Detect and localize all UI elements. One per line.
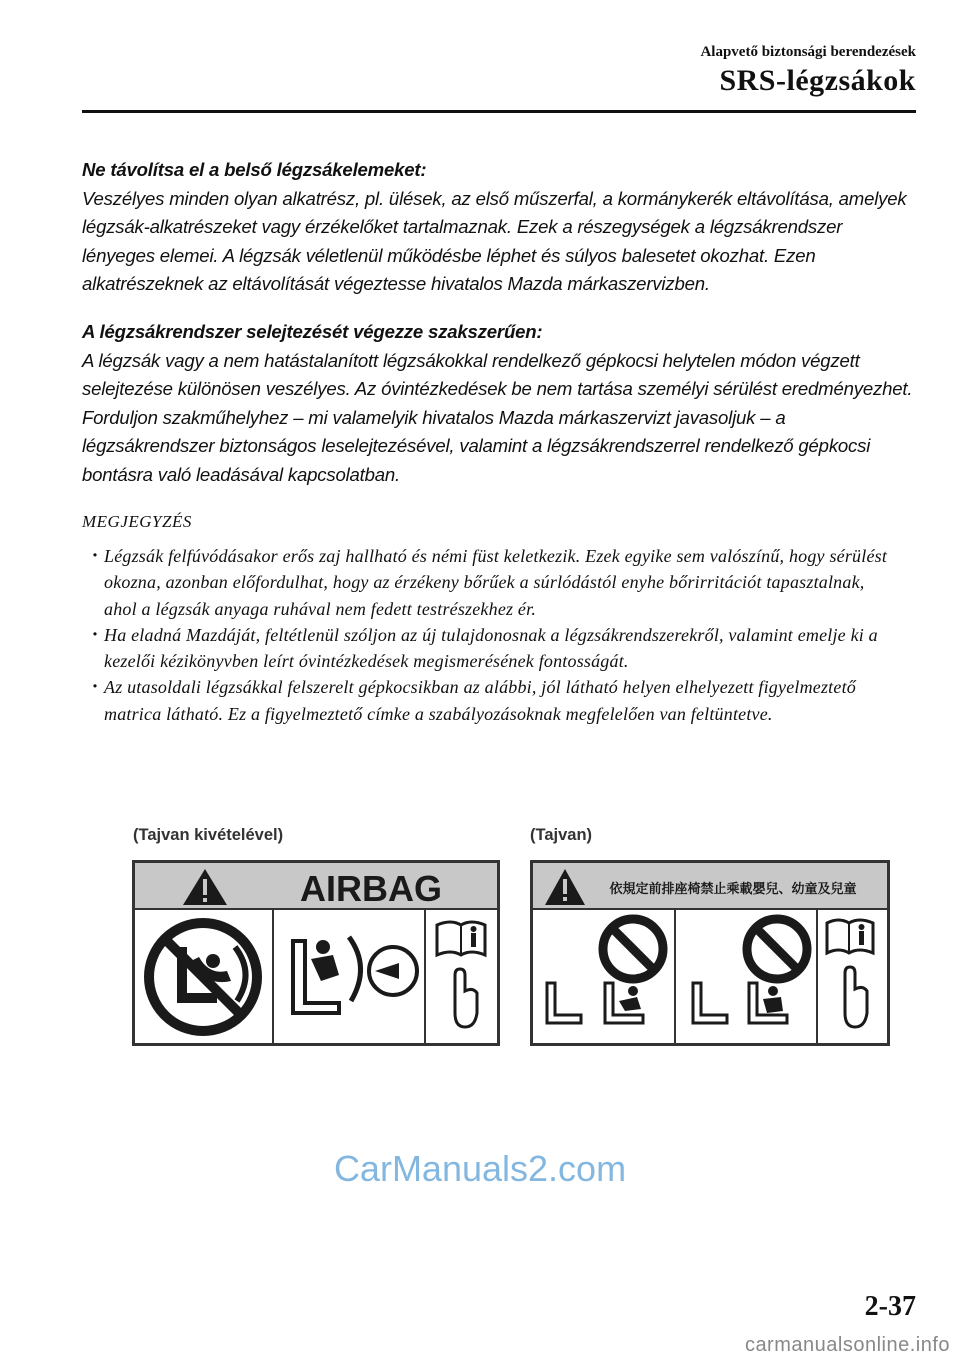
note-item xyxy=(84,543,890,622)
warning-text: Veszélyes minden olyan alkatrész, pl. ülések, az első műszerfal, a kormánykerék eltávolítása, amelyek légzsák-alkatrészeket vagy érzékelőket tartalmaznak. Ezek a részegységek a légzsákrendszer lényeges elemei. A légzsák véletlenül működésbe léphet és súlyos balesetet okozhat. Ezen alkatrészeknek az eltávolítását végeztesse hivatalos Mazda márkaszervizben. xyxy=(82,187,907,294)
page-title: SRS-légzsákok xyxy=(719,64,916,97)
empty-seat-icon xyxy=(693,983,727,1023)
label-caption-left: (Tajvan kivételével) xyxy=(133,826,284,844)
child-in-seat-icon xyxy=(605,983,643,1023)
pointing-hand-icon xyxy=(455,969,477,1027)
read-manual-icon xyxy=(437,922,485,955)
taiwan-banner-text: 依規定前排座椅禁止乘載嬰兒、幼童及兒童 xyxy=(609,882,857,897)
warning-heading: Ne távolítsa el a belső légzsákelemeket: xyxy=(82,159,427,180)
airbag-warning-label xyxy=(132,860,500,1046)
note-heading: MEGJEGYZÉS xyxy=(82,512,192,531)
bullet: ・ xyxy=(86,624,105,645)
taiwan-label-graphic xyxy=(533,863,887,1043)
airbag-label-graphic xyxy=(135,863,497,1043)
airbag-banner-text: AIRBAG xyxy=(300,868,442,909)
watermark: CarManuals2.com xyxy=(333,1148,627,1189)
note-item-text: Ha eladná Mazdáját, feltétlenül szóljon az új tulajdonosnak a légzsákrendszerekről, valamint emelje ki a kezelői kézikönyvben leírt óvintézkedések megismerésének fontosságát. xyxy=(104,624,878,672)
no-rear-facing-child-seat-icon xyxy=(149,923,257,1031)
child-seat-icon xyxy=(749,983,787,1023)
bullet: ・ xyxy=(86,546,105,566)
airbag-deploy-icon xyxy=(369,947,417,995)
note-item-text: Az utasoldali légzsákkal felszerelt gépkocsikban az alábbi, jól látható helyen elhelyezett figyelmeztető matrica látható. Ez a figyelmeztető címke a szabályozásoknak megfelelően van feltüntetve. xyxy=(104,677,856,724)
site-watermark: carmanualsonline.info xyxy=(744,1334,950,1356)
label-caption-right: (Tajvan) xyxy=(530,826,593,844)
empty-seat-icon xyxy=(547,983,581,1023)
section-title: Alapvető biztonsági berendezések xyxy=(700,44,916,60)
warning-heading: A légzsákrendszer selejtezését végezze szakszerűen: xyxy=(82,321,543,342)
read-manual-icon xyxy=(827,920,873,953)
note-list xyxy=(84,543,890,727)
warning-block-2 xyxy=(82,318,916,489)
note-item-text: Légzsák felfúvódásakor erős zaj hallható és némi füst keletkezik. Ezek egyike sem valószínű, hogy sérülést okozna, azonban előfordulhat, hogy az érzékeny bőrűek a súrlódástól enyhe bőrirritációt tapasztalnak, ahol a légzsák anyaga ruhával nem fedett testrészekhez ér. xyxy=(104,546,888,619)
note-item xyxy=(84,674,890,727)
warning-block-1 xyxy=(82,156,916,299)
pointing-hand-icon xyxy=(845,967,867,1027)
airbag-seat-icon xyxy=(293,937,361,1013)
prohibition-circle-icon xyxy=(747,919,807,979)
bullet: ・ xyxy=(86,677,105,698)
warning-text: A légzsák vagy a nem hatástalanított légzsákokkal rendelkező gépkocsi helytelen módon végzett selejtezése különösen veszélyes. Az óvintézkedések be nem tartása személyi sérülést eredményezhet. Forduljon szakműhelyhez – mi valamelyik hivatalos Mazda márkaszervizt javasoljuk – a légzsákrendszer biztonságos leselejtezésével, valamint a légzsákrendszerrel rendelkező gépkocsi bontásra való leadásával kapcsolatban. xyxy=(82,349,913,485)
header-rule xyxy=(82,110,916,113)
note-item xyxy=(84,622,890,675)
page-number: 2-37 xyxy=(864,1291,916,1322)
taiwan-warning-label xyxy=(530,860,890,1046)
prohibition-circle-icon xyxy=(603,919,663,979)
